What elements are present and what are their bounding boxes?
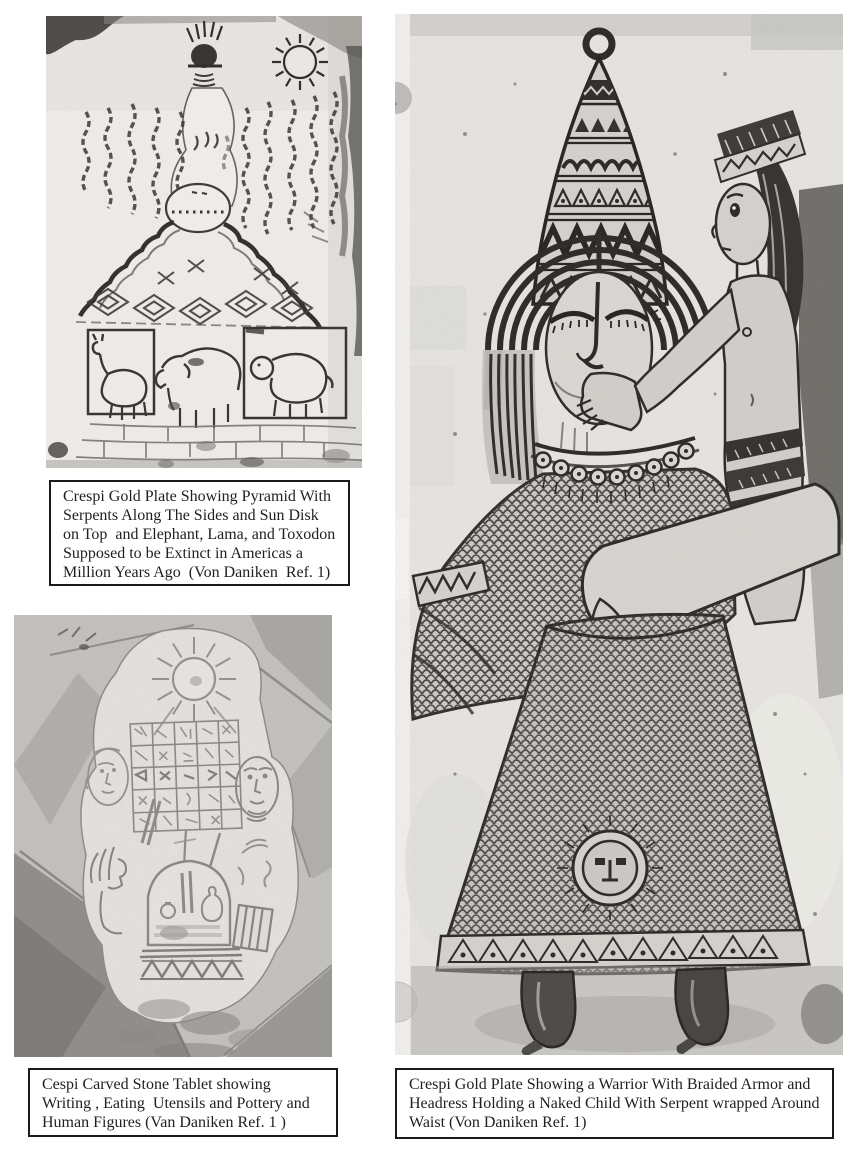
caption-line: Crespi Gold Plate Showing Pyramid With bbox=[63, 488, 331, 505]
stone-tablet-drawing bbox=[14, 615, 332, 1057]
caption-line: Million Years Ago (Von Daniken Ref. 1) bbox=[63, 564, 331, 581]
caption-line: Supposed to be Extinct in Americas a bbox=[63, 545, 303, 562]
caption-line: Cespi Carved Stone Tablet showing bbox=[42, 1076, 271, 1093]
caption-line: Crespi Gold Plate Showing a Warrior With Braided Armor and bbox=[409, 1076, 811, 1093]
caption-stone-tablet bbox=[28, 1068, 338, 1137]
caption-pyramid-plate bbox=[49, 480, 350, 586]
caption-line: Writing , Eating Utensils and Pottery and bbox=[42, 1095, 310, 1112]
caption-line: on Top and Elephant, Lama, and Toxodon bbox=[63, 526, 336, 543]
caption-line: Human Figures (Van Daniken Ref. 1 ) bbox=[42, 1114, 286, 1131]
caption-line: Waist (Von Daniken Ref. 1) bbox=[409, 1114, 587, 1131]
warrior-plate-drawing bbox=[395, 14, 843, 1055]
figure-pyramid-plate-photo bbox=[46, 16, 362, 468]
caption-line: Headress Holding a Naked Child With Serpent wrapped Around bbox=[409, 1095, 820, 1112]
caption-warrior-plate bbox=[395, 1068, 834, 1139]
figure-stone-tablet-photo bbox=[14, 615, 332, 1057]
pyramid-plate-drawing bbox=[46, 16, 362, 468]
figure-warrior-plate-photo bbox=[395, 14, 843, 1055]
caption-line: Serpents Along The Sides and Sun Disk bbox=[63, 507, 319, 524]
